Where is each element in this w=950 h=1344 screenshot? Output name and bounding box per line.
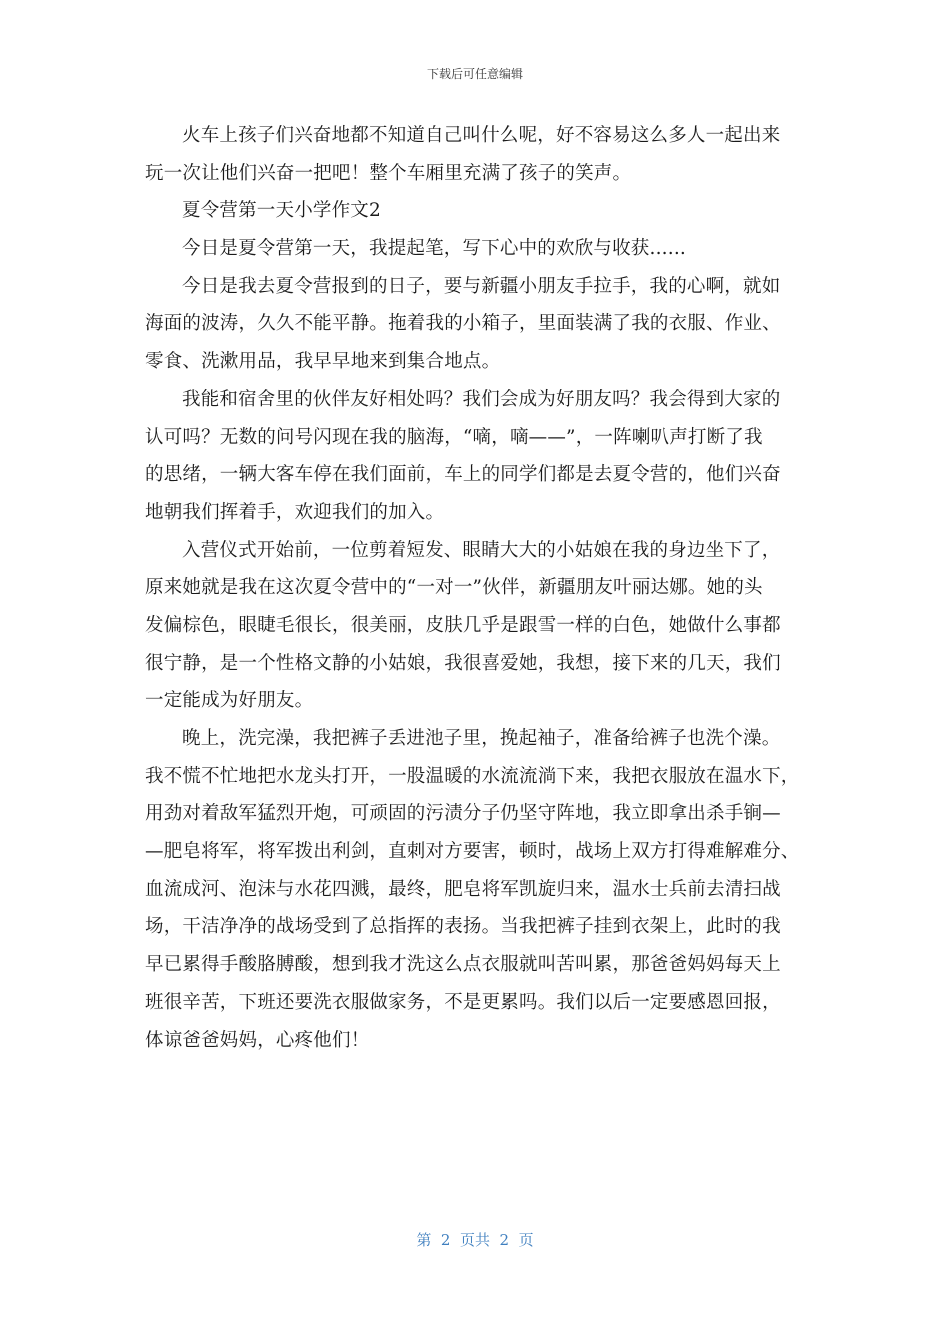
text-line: 早已累得手酸胳膊酸，想到我才洗这么点衣服就叫苦叫累，那爸爸妈妈每天上 xyxy=(145,954,781,976)
text-line: 体谅爸爸妈妈，心疼他们！ xyxy=(145,1029,370,1051)
text-line: 一定能成为好朋友。 xyxy=(145,690,314,712)
text-line: 晚上，洗完澡，我把裤子丢进池子里，挽起袖子，准备给裤子也洗个澡。 xyxy=(182,728,781,749)
text-line: 我不慌不忙地把水龙头打开，一股温暖的水流流淌下来，我把衣服放在温水下， xyxy=(145,765,800,787)
text-line: 原来她就是我在这次夏令营中的“一对一”伙伴，新疆朋友叶丽达娜。她的头 xyxy=(145,577,763,599)
text-line: 很宁静，是一个性格文静的小姑娘，我很喜爱她，我想，接下来的几天，我们 xyxy=(145,652,781,674)
text-line: 玩一次让他们兴奋一把吧！整个车厢里充满了孩子的笑声。 xyxy=(145,162,632,184)
section-title: 夏令营第一天小学作文2 xyxy=(182,200,381,222)
text-line: 地朝我们挥着手，欢迎我们的加入。 xyxy=(145,501,445,523)
text-line: 班很辛苦，下班还要洗衣服做家务，不是更累吗。我们以后一定要感恩回报， xyxy=(145,991,781,1013)
page-number-footer: 第 2 页共 2 页 xyxy=(416,1231,534,1249)
page-header: 下载后可任意编辑 xyxy=(426,67,523,81)
text-line: —肥皂将军，将军拨出利剑，直刺对方要害，顿时，战场上双方打得难解难分、 xyxy=(145,841,800,863)
text-line: 场，干洁净净的战场受到了总指挥的表扬。当我把裤子挂到衣架上，此时的我 xyxy=(145,916,781,938)
text-line: 我能和宿舍里的伙伴友好相处吗？我们会成为好朋友吗？我会得到大家的 xyxy=(182,388,781,410)
text-line: 发偏棕色，眼睫毛很长，很美丽，皮肤几乎是跟雪一样的白色，她做什么事都 xyxy=(145,614,781,636)
text-line: 零食、洗漱用品，我早早地来到集合地点。 xyxy=(145,351,501,373)
text-line: 用劲对着敌军猛烈开炮，可顽固的污渍分子仍坚守阵地，我立即拿出杀手锏— xyxy=(145,803,781,825)
text-line: 海面的波涛，久久不能平静。拖着我的小箱子，里面装满了我的衣服、作业、 xyxy=(145,313,781,335)
text-line: 火车上孩子们兴奋地都不知道自己叫什么呢，好不容易这么多人一起出来 xyxy=(182,125,781,146)
text-line: 入营仪式开始前，一位剪着短发、眼睛大大的小姑娘在我的身边坐下了， xyxy=(182,539,781,561)
text-line: 血流成河、泡沫与水花四溅，最终，肥皂将军凯旋归来，温水士兵前去清扫战 xyxy=(145,878,781,900)
text-line: 的思绪，一辆大客车停在我们面前，车上的同学们都是去夏令营的，他们兴奋 xyxy=(145,464,781,486)
text-line: 认可吗？无数的问号闪现在我的脑海，“嘀，嘀——”，一阵喇叭声打断了我 xyxy=(145,426,763,448)
text-line: 今日是我去夏令营报到的日子，要与新疆小朋友手拉手，我的心啊，就如 xyxy=(182,275,781,297)
text-line: 今日是夏令营第一天，我提起笔，写下心中的欢欣与收获...... xyxy=(182,238,686,260)
document-body xyxy=(145,117,810,1059)
